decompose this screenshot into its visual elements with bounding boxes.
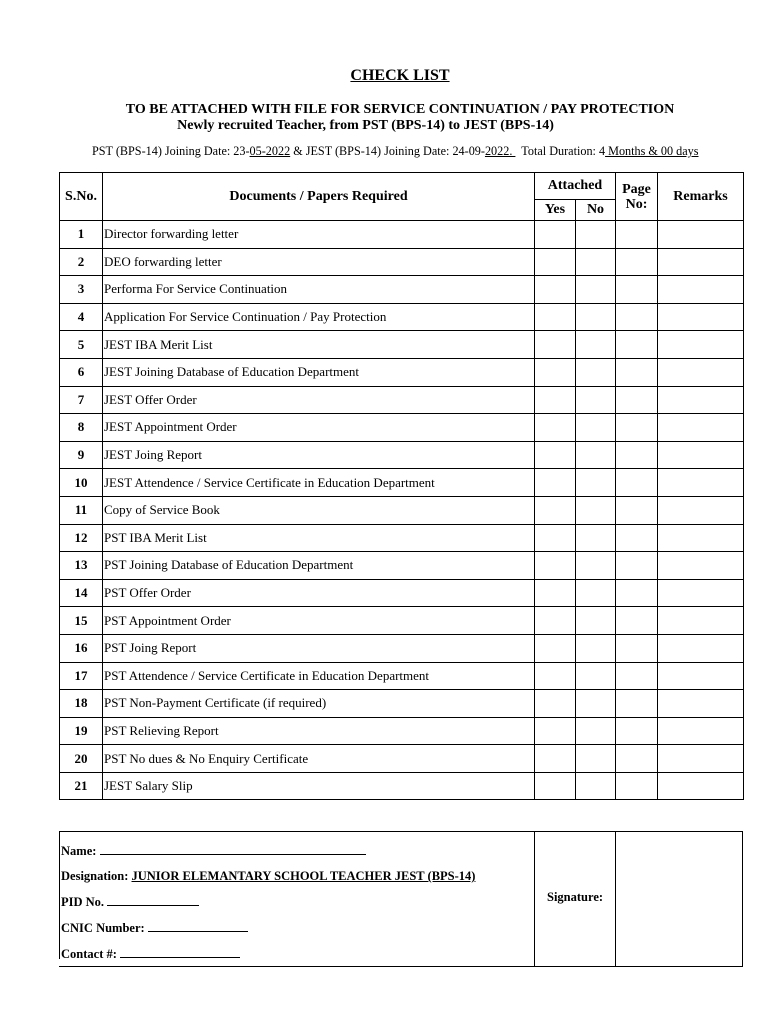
row-page-no-cell[interactable]: [616, 552, 658, 580]
row-sno: 5: [60, 331, 103, 359]
row-page-no-cell[interactable]: [616, 386, 658, 414]
row-yes-cell[interactable]: [535, 607, 576, 635]
row-no-cell[interactable]: [576, 331, 616, 359]
designation-field: [61, 869, 475, 884]
row-sno: 18: [60, 690, 103, 718]
duration-value: Months & 00 days: [605, 144, 699, 158]
row-yes-cell[interactable]: [535, 662, 576, 690]
row-document: Director forwarding letter: [103, 221, 535, 249]
row-document: PST Non-Payment Certificate (if required): [103, 690, 535, 718]
row-no-cell[interactable]: [576, 579, 616, 607]
row-yes-cell[interactable]: [535, 303, 576, 331]
table-row: [60, 414, 744, 442]
row-sno: 6: [60, 358, 103, 386]
row-sno: 13: [60, 552, 103, 580]
row-page-no-cell[interactable]: [616, 248, 658, 276]
row-remarks-cell[interactable]: [658, 524, 744, 552]
row-remarks-cell[interactable]: [658, 496, 744, 524]
row-no-cell[interactable]: [576, 221, 616, 249]
row-document: JEST Joining Database of Education Department: [103, 358, 535, 386]
row-remarks-cell[interactable]: [658, 358, 744, 386]
pid-blank-line[interactable]: [107, 895, 199, 906]
row-no-cell[interactable]: [576, 552, 616, 580]
row-remarks-cell[interactable]: [658, 634, 744, 662]
row-sno: 21: [60, 772, 103, 800]
row-document: JEST Offer Order: [103, 386, 535, 414]
row-document: JEST Attendence / Service Certificate in Education Department: [103, 469, 535, 497]
row-yes-cell[interactable]: [535, 276, 576, 304]
header-page-no: Page No:: [616, 173, 658, 221]
row-page-no-cell[interactable]: [616, 441, 658, 469]
cnic-field[interactable]: [61, 921, 248, 936]
row-remarks-cell[interactable]: [658, 579, 744, 607]
row-document: PST Attendence / Service Certificate in Education Department: [103, 662, 535, 690]
page-title: CHECK LIST: [350, 67, 450, 84]
row-sno: 10: [60, 469, 103, 497]
row-document: PST No dues & No Enquiry Certificate: [103, 745, 535, 773]
row-no-cell[interactable]: [576, 496, 616, 524]
row-yes-cell[interactable]: [535, 524, 576, 552]
row-page-no-cell[interactable]: [616, 772, 658, 800]
row-sno: 19: [60, 717, 103, 745]
pst-joining-date: 05-2022: [249, 144, 291, 158]
row-document: PST Relieving Report: [103, 717, 535, 745]
row-remarks-cell[interactable]: [658, 441, 744, 469]
row-sno: 1: [60, 221, 103, 249]
row-yes-cell[interactable]: [535, 579, 576, 607]
row-remarks-cell[interactable]: [658, 717, 744, 745]
pst-joining-label: PST (BPS-14) Joining Date: 23-: [92, 144, 250, 158]
designation-label: Designation:: [61, 869, 132, 883]
row-yes-cell[interactable]: [535, 717, 576, 745]
duration-label: Total Duration: 4: [515, 144, 606, 158]
row-no-cell[interactable]: [576, 386, 616, 414]
table-row: [60, 496, 744, 524]
subtitle-purpose: TO BE ATTACHED WITH FILE FOR SERVICE CONTINUATION / PAY PROTECTION: [125, 102, 675, 117]
subtitle-teacher: Newly recruited Teacher, from PST (BPS-14) to JEST (BPS-14): [177, 118, 554, 133]
row-document: JEST Joing Report: [103, 441, 535, 469]
table-row: [60, 358, 744, 386]
row-document: Performa For Service Continuation: [103, 276, 535, 304]
table-row: [60, 221, 744, 249]
header-remarks: Remarks: [658, 173, 744, 221]
row-page-no-cell[interactable]: [616, 662, 658, 690]
row-sno: 11: [60, 496, 103, 524]
row-sno: 7: [60, 386, 103, 414]
row-remarks-cell[interactable]: [658, 386, 744, 414]
table-row: [60, 552, 744, 580]
header-yes: Yes: [535, 200, 576, 221]
table-row: [60, 276, 744, 304]
table-row: [60, 662, 744, 690]
row-document: PST Joining Database of Education Department: [103, 552, 535, 580]
table-row: [60, 579, 744, 607]
row-page-no-cell[interactable]: [616, 414, 658, 442]
row-yes-cell[interactable]: [535, 745, 576, 773]
table-row: [60, 248, 744, 276]
row-page-no-cell[interactable]: [616, 496, 658, 524]
row-remarks-cell[interactable]: [658, 469, 744, 497]
row-sno: 20: [60, 745, 103, 773]
row-sno: 15: [60, 607, 103, 635]
row-yes-cell[interactable]: [535, 386, 576, 414]
row-no-cell[interactable]: [576, 607, 616, 635]
row-sno: 2: [60, 248, 103, 276]
row-remarks-cell[interactable]: [658, 772, 744, 800]
row-yes-cell[interactable]: [535, 690, 576, 718]
row-no-cell[interactable]: [576, 358, 616, 386]
row-remarks-cell[interactable]: [658, 745, 744, 773]
name-label: Name:: [61, 844, 100, 858]
row-page-no-cell[interactable]: [616, 634, 658, 662]
table-row: [60, 607, 744, 635]
row-document: Application For Service Continuation / Pay Protection: [103, 303, 535, 331]
row-page-no-cell[interactable]: [616, 331, 658, 359]
row-document: PST Joing Report: [103, 634, 535, 662]
table-row: [60, 303, 744, 331]
row-yes-cell[interactable]: [535, 358, 576, 386]
name-blank-line[interactable]: [100, 844, 366, 855]
joining-dates-line: [92, 144, 699, 159]
row-sno: 4: [60, 303, 103, 331]
row-yes-cell[interactable]: [535, 221, 576, 249]
jest-joining-date: 2022.: [484, 144, 516, 158]
name-field[interactable]: [61, 844, 366, 859]
table-row: [60, 524, 744, 552]
row-yes-cell[interactable]: [535, 414, 576, 442]
row-sno: 9: [60, 441, 103, 469]
contact-blank-line[interactable]: [120, 947, 240, 958]
row-page-no-cell[interactable]: [616, 276, 658, 304]
table-row: [60, 469, 744, 497]
row-document: PST Offer Order: [103, 579, 535, 607]
row-sno: 12: [60, 524, 103, 552]
row-document: PST Appointment Order: [103, 607, 535, 635]
row-page-no-cell[interactable]: [616, 579, 658, 607]
row-yes-cell[interactable]: [535, 772, 576, 800]
row-sno: 14: [60, 579, 103, 607]
row-page-no-cell[interactable]: [616, 524, 658, 552]
row-yes-cell[interactable]: [535, 469, 576, 497]
row-document: Copy of Service Book: [103, 496, 535, 524]
row-yes-cell[interactable]: [535, 441, 576, 469]
table-row: [60, 717, 744, 745]
row-yes-cell[interactable]: [535, 331, 576, 359]
table-row: [60, 772, 744, 800]
row-no-cell[interactable]: [576, 745, 616, 773]
row-page-no-cell[interactable]: [616, 745, 658, 773]
checklist-table: [59, 172, 744, 800]
row-page-no-cell[interactable]: [616, 690, 658, 718]
row-no-cell[interactable]: [576, 662, 616, 690]
row-yes-cell[interactable]: [535, 634, 576, 662]
table-row: [60, 386, 744, 414]
row-document: DEO forwarding letter: [103, 248, 535, 276]
row-remarks-cell[interactable]: [658, 662, 744, 690]
row-sno: 8: [60, 414, 103, 442]
row-sno: 16: [60, 634, 103, 662]
row-remarks-cell[interactable]: [658, 303, 744, 331]
row-yes-cell[interactable]: [535, 552, 576, 580]
pid-field[interactable]: [61, 895, 199, 910]
header-documents: Documents / Papers Required: [103, 173, 535, 221]
header-attached: Attached: [535, 173, 616, 200]
row-document: JEST Appointment Order: [103, 414, 535, 442]
cnic-label: CNIC Number:: [61, 921, 148, 935]
designation-value: JUNIOR ELEMANTARY SCHOOL TEACHER JEST (BPS-14): [131, 869, 476, 883]
header-no: No: [576, 200, 616, 221]
row-remarks-cell[interactable]: [658, 331, 744, 359]
table-row: [60, 634, 744, 662]
row-remarks-cell[interactable]: [658, 276, 744, 304]
row-no-cell[interactable]: [576, 772, 616, 800]
row-remarks-cell[interactable]: [658, 552, 744, 580]
row-page-no-cell[interactable]: [616, 303, 658, 331]
row-page-no-cell[interactable]: [616, 221, 658, 249]
table-row: [60, 690, 744, 718]
pid-label: PID No.: [61, 895, 108, 909]
row-remarks-cell[interactable]: [658, 690, 744, 718]
row-no-cell[interactable]: [576, 469, 616, 497]
contact-field[interactable]: [61, 947, 240, 962]
row-no-cell[interactable]: [576, 634, 616, 662]
row-no-cell[interactable]: [576, 690, 616, 718]
row-yes-cell[interactable]: [535, 496, 576, 524]
cnic-blank-line[interactable]: [148, 921, 248, 932]
header-sno: S.No.: [60, 173, 103, 221]
row-document: JEST Salary Slip: [103, 772, 535, 800]
applicant-details-box: [59, 831, 743, 967]
row-no-cell[interactable]: [576, 524, 616, 552]
row-remarks-cell[interactable]: [658, 221, 744, 249]
row-no-cell[interactable]: [576, 717, 616, 745]
row-page-no-cell[interactable]: [616, 717, 658, 745]
row-no-cell[interactable]: [576, 248, 616, 276]
row-page-no-cell[interactable]: [616, 607, 658, 635]
signature-label: Signature:: [547, 890, 604, 904]
row-page-no-cell[interactable]: [616, 358, 658, 386]
row-no-cell[interactable]: [576, 276, 616, 304]
row-remarks-cell[interactable]: [658, 607, 744, 635]
row-remarks-cell[interactable]: [658, 414, 744, 442]
row-no-cell[interactable]: [576, 303, 616, 331]
jest-joining-label: & JEST (BPS-14) Joining Date: 24-09-: [290, 144, 485, 158]
row-remarks-cell[interactable]: [658, 248, 744, 276]
contact-label: Contact #:: [61, 947, 121, 961]
row-document: JEST IBA Merit List: [103, 331, 535, 359]
row-document: PST IBA Merit List: [103, 524, 535, 552]
table-row: [60, 441, 744, 469]
row-yes-cell[interactable]: [535, 248, 576, 276]
table-row: [60, 331, 744, 359]
row-sno: 17: [60, 662, 103, 690]
row-sno: 3: [60, 276, 103, 304]
row-no-cell[interactable]: [576, 441, 616, 469]
row-no-cell[interactable]: [576, 414, 616, 442]
table-row: [60, 745, 744, 773]
row-page-no-cell[interactable]: [616, 469, 658, 497]
